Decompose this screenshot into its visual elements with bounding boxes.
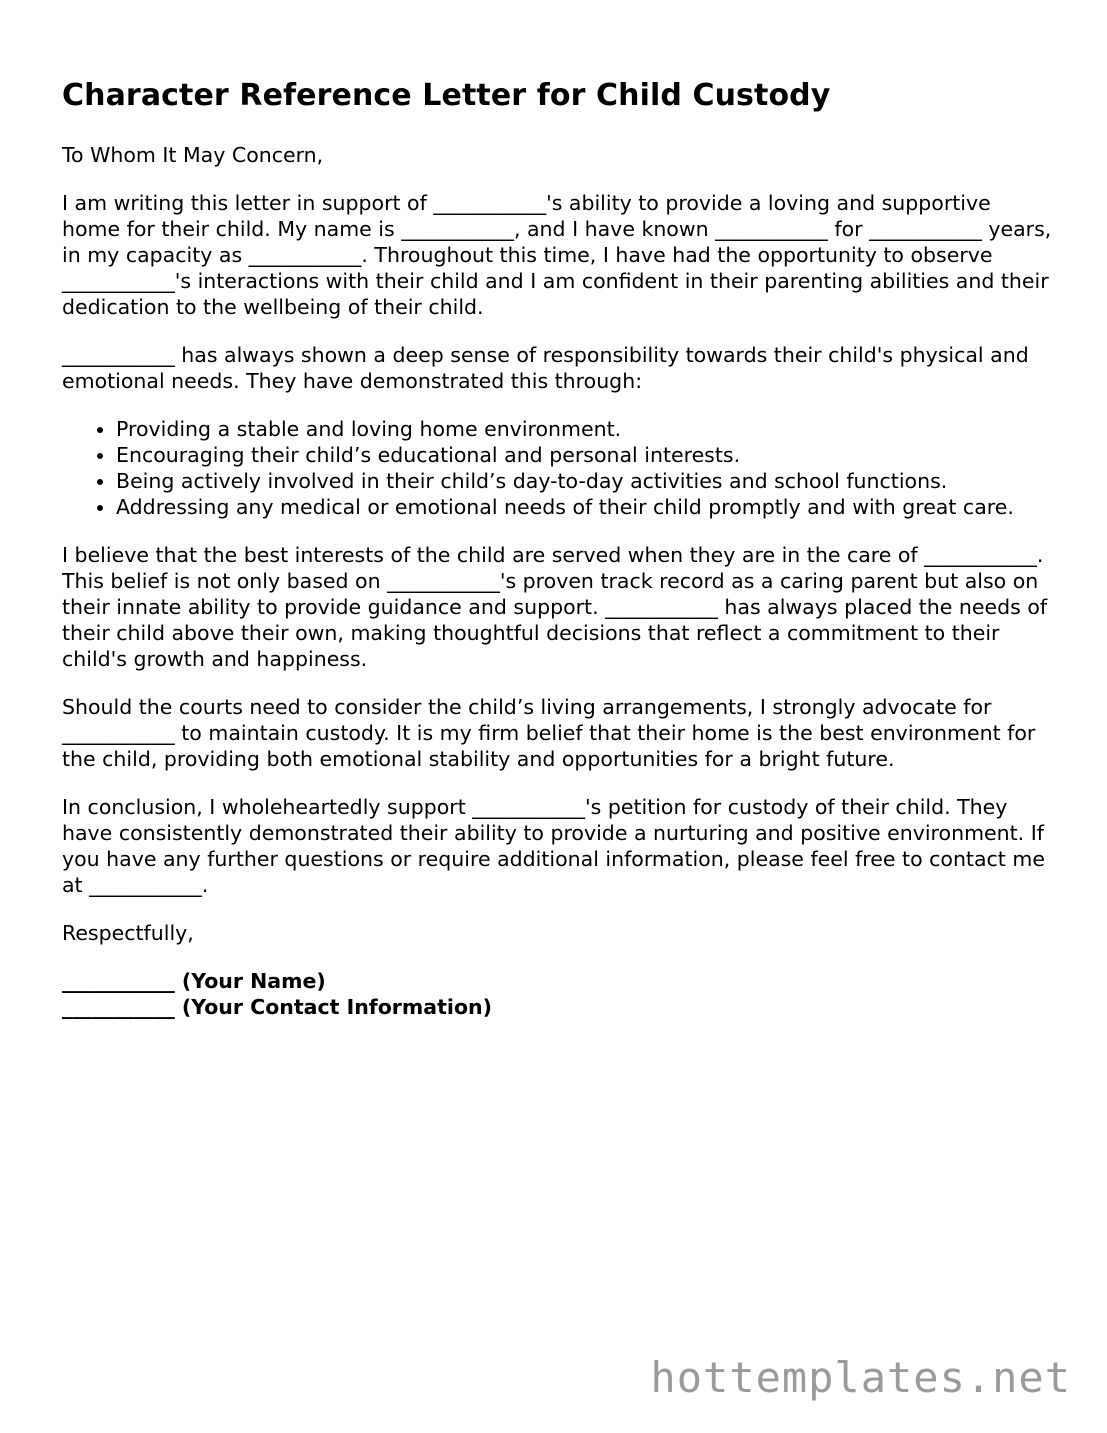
paragraph-introduction: I am writing this letter in support of ___________'s ability to provide a loving and supportive home for their child. My name is ___________, and I have known ___________ for ___________ years, in my capacity as ___________. Throughout this time, I have had the opportunity to observe ___________'s interactions with their child and I am confident in their parenting abilities and their dedication to the wellbeing of their child. (62, 191, 1052, 319)
list-item: • Addressing any medical or emotional needs of their child promptly and with great care. (116, 494, 1052, 520)
document-title: Character Reference Letter for Child Custody (62, 78, 831, 113)
closing: Respectfully, (62, 921, 194, 945)
paragraph-conclusion: In conclusion, I wholeheartedly support ___________'s petition for custody of their child. They have consistently demonstrated their ability to provide a nurturing and positive environment. If you have any further questions or require additional information, please feel free to contact me at ___________. (62, 795, 1045, 897)
salutation: To Whom It May Concern, (62, 143, 324, 167)
paragraph-best-interests: I believe that the best interests of the child are served when they are in the care of ___________. This belief is not only based on ___________'s proven track record as a caring parent but also on their innate ability to provide guidance and support. ___________ has always placed the needs of their child above their own, making thoughtful decisions that reflect a commitment to their child's growth and happiness. (62, 543, 1048, 671)
paragraph-custody-advocacy: Should the courts need to consider the child’s living arrangements, I strongly advocate for ___________ to maintain custody. It is my firm belief that their home is the best environment for the child, providing both emotional stability and opportunities for a bright future. (62, 695, 1036, 771)
signature-contact-line: ___________ (Your Contact Information) (62, 995, 492, 1019)
demonstration-list (62, 416, 1052, 520)
list-item: • Being actively involved in their child’s day-to-day activities and school functions. (116, 468, 1052, 494)
letter-document (62, 74, 1052, 1020)
paragraph-responsibility: ___________ has always shown a deep sense of responsibility towards their child's physical and emotional needs. They have demonstrated this through: (62, 343, 1029, 393)
list-item: • Encouraging their child’s educational and personal interests. (116, 442, 1052, 468)
signature-block (62, 968, 1052, 1020)
watermark-text: hottemplates.net (650, 1353, 1071, 1402)
list-item: • Providing a stable and loving home environment. (116, 416, 1052, 442)
signature-name-line: ___________ (Your Name) (62, 969, 326, 993)
